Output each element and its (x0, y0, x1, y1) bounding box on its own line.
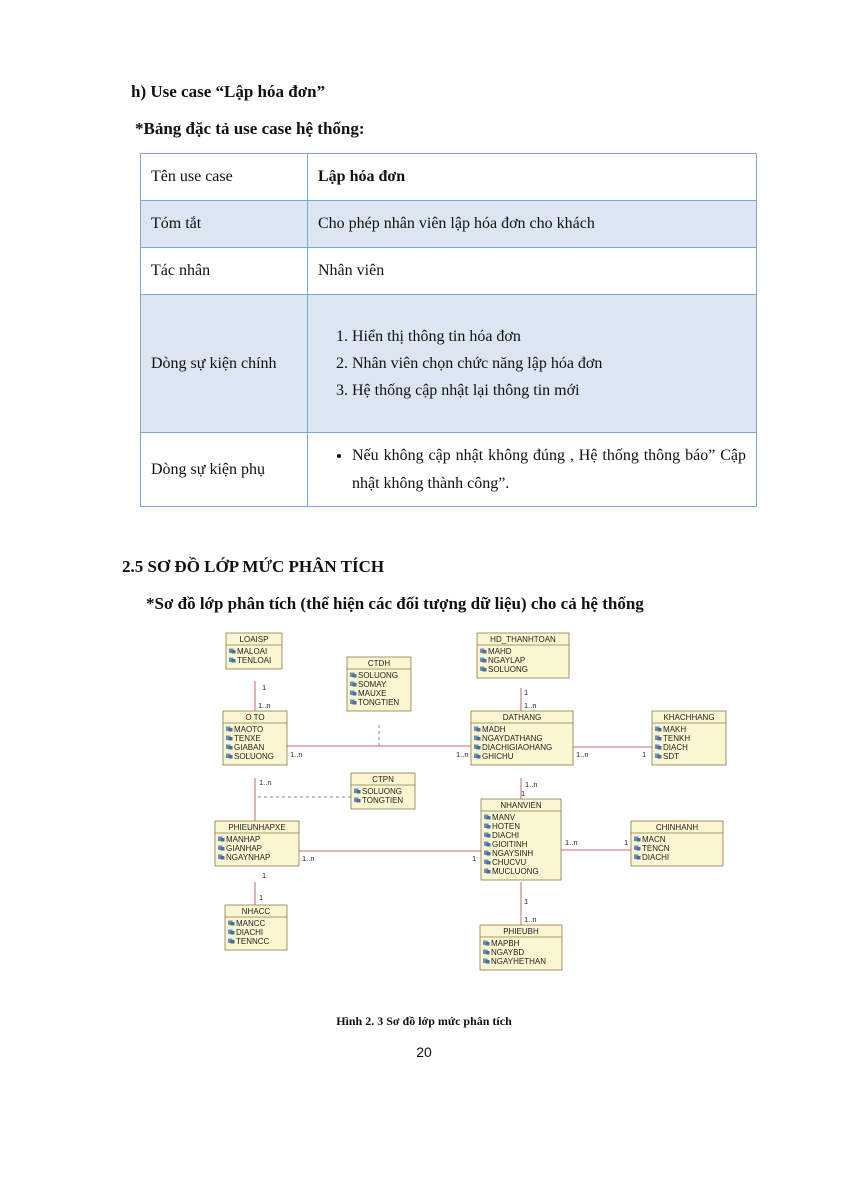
class-attribute: MANV (492, 813, 516, 822)
class-name: PHIEUBH (503, 927, 539, 936)
association-lines (255, 681, 652, 925)
attribute-icon (486, 951, 490, 955)
attribute-icon (658, 746, 662, 750)
table-cell-label: Tên use case (141, 154, 308, 201)
class-attribute: TENNCC (236, 937, 270, 946)
class-attribute: GHICHU (482, 752, 514, 761)
class-name: KHACHHANG (663, 713, 715, 722)
class-name: CTDH (367, 659, 391, 668)
class-name: PHIEUNHAPXE (228, 823, 286, 832)
multiplicity-label: 1..n (565, 838, 578, 847)
class-attribute: MAKH (663, 725, 687, 734)
class-name: HD_THANHTOAN (490, 635, 556, 644)
list-item: 3. Hệ thống cập nhật lại thông tin mới (352, 377, 746, 404)
class-attribute: MACN (642, 835, 666, 844)
class-attribute: GIABAN (234, 743, 265, 752)
class-attribute: NGAYLAP (488, 656, 526, 665)
class-attribute: SOLUONG (234, 752, 275, 761)
class-khachhang (652, 711, 726, 765)
list-item: • Nếu không cập nhật không đúng , Hệ thống thông báo” Cập nhật không thành công”. (352, 442, 746, 498)
class-attribute: MANCC (236, 919, 266, 928)
table-cell-label: Dòng sự kiện phụ (141, 433, 308, 507)
class-ctpn (351, 773, 415, 809)
class-attribute: MAHD (488, 647, 512, 656)
attribute-icon (658, 755, 662, 759)
class-attribute: CHUCVU (492, 858, 527, 867)
figure-caption: Hình 2. 3 Sơ đồ lớp mức phân tích (336, 1014, 512, 1028)
class-name: NHACC (241, 907, 271, 916)
class-attribute: TONGTIEN (362, 796, 404, 805)
attribute-icon (231, 922, 235, 926)
class-attribute: MADH (482, 725, 506, 734)
attribute-icon (477, 746, 481, 750)
attribute-icon (357, 790, 361, 794)
table-cell-value: Nhân viên (308, 248, 757, 295)
class-attribute: MAOTO (234, 725, 264, 734)
attribute-icon (487, 834, 491, 838)
attribute-icon (487, 843, 491, 847)
attribute-icon (353, 701, 357, 705)
section-heading-h: h) Use case “Lập hóa đơn” (131, 82, 326, 101)
class-phieunhapxe (215, 821, 299, 866)
class-attribute: SOLUONG (358, 671, 399, 680)
class-attribute: NGAYDATHANG (482, 734, 543, 743)
class-ctdh (347, 657, 411, 711)
class-attribute: DIACHI (236, 928, 264, 937)
multiplicity-label: 1 (524, 688, 529, 697)
class-nhacc (225, 905, 287, 950)
class-boxes (215, 633, 726, 970)
attribute-icon (229, 737, 233, 741)
attribute-icon (658, 728, 662, 732)
class-nhanvien (481, 799, 561, 880)
attribute-icon (486, 942, 490, 946)
attribute-icon (229, 728, 233, 732)
table-cell-label: Dòng sự kiện chính (141, 295, 308, 433)
table-cell-label: Tác nhân (141, 248, 308, 295)
attribute-icon (637, 847, 641, 851)
attribute-icon (658, 737, 662, 741)
class-phieubh (480, 925, 562, 970)
attribute-icon (229, 746, 233, 750)
class-attribute: SOLUONG (362, 787, 403, 796)
class-attribute: DIACHIGIAOHANG (482, 743, 553, 752)
multiplicity-label: 1 (524, 897, 529, 906)
class-name: CTPN (372, 775, 394, 784)
class-attribute: DIACHI (642, 853, 670, 862)
attribute-icon (353, 674, 357, 678)
attribute-icon (487, 816, 491, 820)
page-number: 20 (416, 1044, 432, 1060)
attribute-icon (477, 755, 481, 759)
class-attribute: MANHAP (226, 835, 261, 844)
multiplicity-label: 1..n (259, 778, 272, 787)
multiplicity-label: 1..n (258, 701, 271, 710)
attribute-icon (483, 650, 487, 654)
multiplicity-label: 1 (521, 789, 526, 798)
class-attribute: MUCLUONG (492, 867, 539, 876)
class-attribute: NGAYSINH (492, 849, 534, 858)
class-name: NHANVIEN (500, 801, 542, 810)
multiplicity-label: 1 (262, 683, 267, 692)
class-attribute: TENXE (234, 734, 261, 743)
class-attribute: TENCN (642, 844, 670, 853)
class-attribute: SOLUONG (488, 665, 529, 674)
attribute-icon (487, 825, 491, 829)
class-attribute: MALOAI (237, 647, 268, 656)
multiplicity-label: 1 (624, 838, 629, 847)
class-attribute: NGAYHETHAN (491, 957, 546, 966)
multiplicity-label: 1..n (290, 750, 303, 759)
class-attribute: DIACH (663, 743, 688, 752)
attribute-icon (231, 931, 235, 935)
attribute-icon (487, 861, 491, 865)
multiplicity-label: 1..n (456, 750, 469, 759)
class-attribute: TENLOAI (237, 656, 272, 665)
attribute-icon (483, 668, 487, 672)
table-cell-label: Tóm tắt (141, 201, 308, 248)
class-attribute: GIOITINH (492, 840, 528, 849)
section-heading-2-5: 2.5 SƠ ĐỒ LỚP MỨC PHÂN TÍCH (122, 557, 385, 576)
diagram-intro: *Sơ đồ lớp phân tích (thể hiện các đối tượng dữ liệu) cho cả hệ thống (146, 594, 644, 613)
multiplicity-label: 1 (472, 854, 477, 863)
class-dathang (471, 711, 573, 765)
class-hd-thanhtoan (477, 633, 569, 678)
attribute-icon (486, 960, 490, 964)
multiplicity-label: 1..n (524, 701, 537, 710)
class-attribute: NGAYBD (491, 948, 525, 957)
multiplicity-label: 1 (262, 871, 267, 880)
list-item: 1. Hiển thị thông tin hóa đơn (352, 323, 746, 350)
attribute-icon (221, 847, 225, 851)
attribute-icon (229, 755, 233, 759)
class-attribute: GIANHAP (226, 844, 263, 853)
multiplicity-labels (258, 683, 646, 924)
class-attribute: MAPBH (491, 939, 520, 948)
multiplicity-label: 1..n (302, 854, 315, 863)
class-attribute: NGAYNHAP (226, 853, 271, 862)
attribute-icon (487, 852, 491, 856)
attribute-icon (477, 728, 481, 732)
class-attribute: SDT (663, 752, 679, 761)
attribute-icon (353, 683, 357, 687)
class-name: CHINHANH (655, 823, 699, 832)
table-cell-value: Cho phép nhân viên lập hóa đơn cho khách (308, 201, 757, 248)
list-item: 2. Nhân viên chọn chức năng lập hóa đơn (352, 350, 746, 377)
attribute-icon (232, 650, 236, 654)
attribute-icon (221, 838, 225, 842)
multiplicity-label: 1 (259, 893, 264, 902)
multiplicity-label: 1 (642, 750, 647, 759)
class-attribute: HOTEN (492, 822, 520, 831)
class-attribute: TONGTIEN (358, 698, 400, 707)
class-o-to (223, 711, 287, 765)
class-name: LOAISP (239, 635, 269, 644)
class-attribute: DIACHI (492, 831, 520, 840)
attribute-icon (477, 737, 481, 741)
attribute-icon (637, 838, 641, 842)
class-loaisp (226, 633, 282, 669)
table-title: *Bảng đặc tả use case hệ thống: (135, 119, 365, 138)
table-cell-value: Lập hóa đơn (308, 154, 757, 201)
class-name: O TO (245, 713, 265, 722)
multiplicity-label: 1..n (524, 915, 537, 924)
attribute-icon (483, 659, 487, 663)
attribute-icon (353, 692, 357, 696)
class-attribute: MAUXE (358, 689, 387, 698)
multiplicity-label: 1..n (576, 750, 589, 759)
attribute-icon (487, 870, 491, 874)
multiplicity-label: 1..n (525, 780, 538, 789)
attribute-icon (221, 856, 225, 860)
attribute-icon (231, 940, 235, 944)
class-attribute: SOMAY (358, 680, 387, 689)
attribute-icon (357, 799, 361, 803)
class-chinhanh (631, 821, 723, 866)
attribute-icon (637, 856, 641, 860)
class-attribute: TENKH (663, 734, 691, 743)
attribute-icon (232, 659, 236, 663)
class-name: DATHANG (502, 713, 542, 722)
